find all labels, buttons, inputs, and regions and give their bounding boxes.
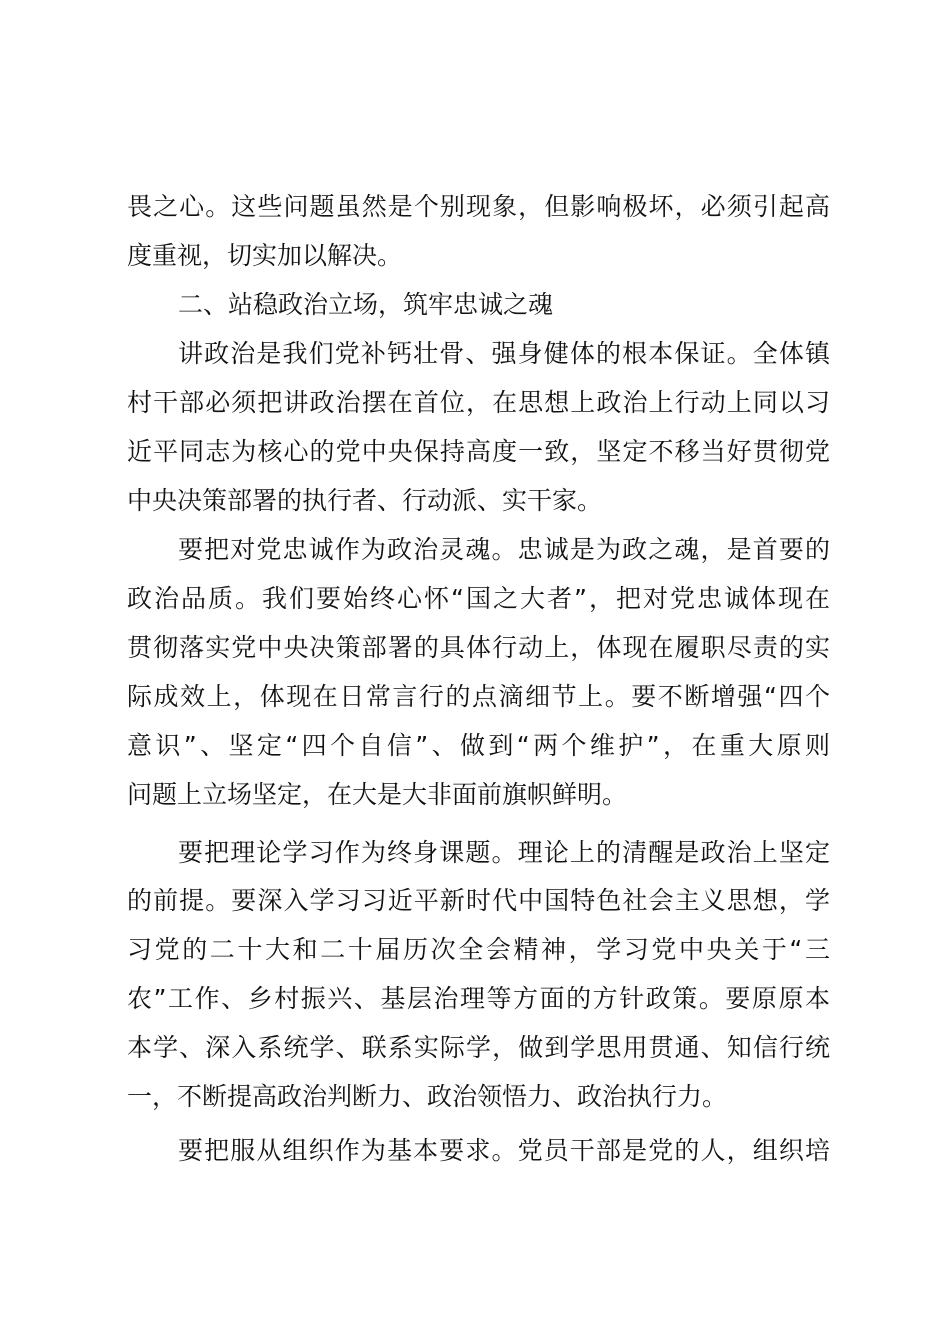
text-line: 本学、深入系统学、联系实际学，做到学思用贯通、知信行统 — [127, 1033, 830, 1062]
text-line: 习党的二十大和二十届历次全会精神，学习党中央关于“三 — [127, 935, 830, 964]
text-line: 农”工作、乡村振兴、基层治理等方面的方针政策。要原原本 — [127, 984, 830, 1013]
section-heading: 二、站稳政治立场，筑牢忠诚之魂 — [178, 290, 554, 319]
text-line: 度重视，切实加以解决。 — [127, 241, 403, 270]
text-line: 际成效上，体现在日常言行的点滴细节上。要不断增强“四个 — [127, 682, 830, 711]
text-line: 意识”、坚定“四个自信”、做到“两个维护”，在重大原则 — [127, 731, 830, 760]
text-line: 一，不断提高政治判断力、政治领悟力、政治执行力。 — [127, 1082, 728, 1111]
text-line: 问题上立场坚定，在大是大非面前旗帜鲜明。 — [127, 780, 628, 809]
text-line: 畏之心。这些问题虽然是个别现象，但影响极坏，必须引起高 — [127, 192, 830, 221]
text-line: 要把服从组织作为基本要求。党员干部是党的人，组织培 — [178, 1136, 830, 1165]
text-line: 政治品质。我们要始终心怀“国之大者”，把对党忠诚体现在 — [127, 584, 830, 613]
text-line: 要把理论学习作为终身课题。理论上的清醒是政治上坚定 — [178, 838, 830, 867]
text-line: 要把对党忠诚作为政治灵魂。忠诚是为政之魂，是首要的 — [178, 535, 830, 564]
text-line: 中央决策部署的执行者、行动派、实干家。 — [127, 486, 603, 515]
text-line: 村干部必须把讲政治摆在首位，在思想上政治上行动上同以习 — [127, 388, 830, 417]
text-line: 贯彻落实党中央决策部署的具体行动上，体现在履职尽责的实 — [127, 633, 830, 662]
text-line: 讲政治是我们党补钙壮骨、强身健体的根本保证。全体镇 — [178, 339, 830, 368]
text-line: 的前提。要深入学习习近平新时代中国特色社会主义思想，学 — [127, 886, 830, 915]
text-line: 近平同志为核心的党中央保持高度一致，坚定不移当好贯彻党 — [127, 437, 830, 466]
